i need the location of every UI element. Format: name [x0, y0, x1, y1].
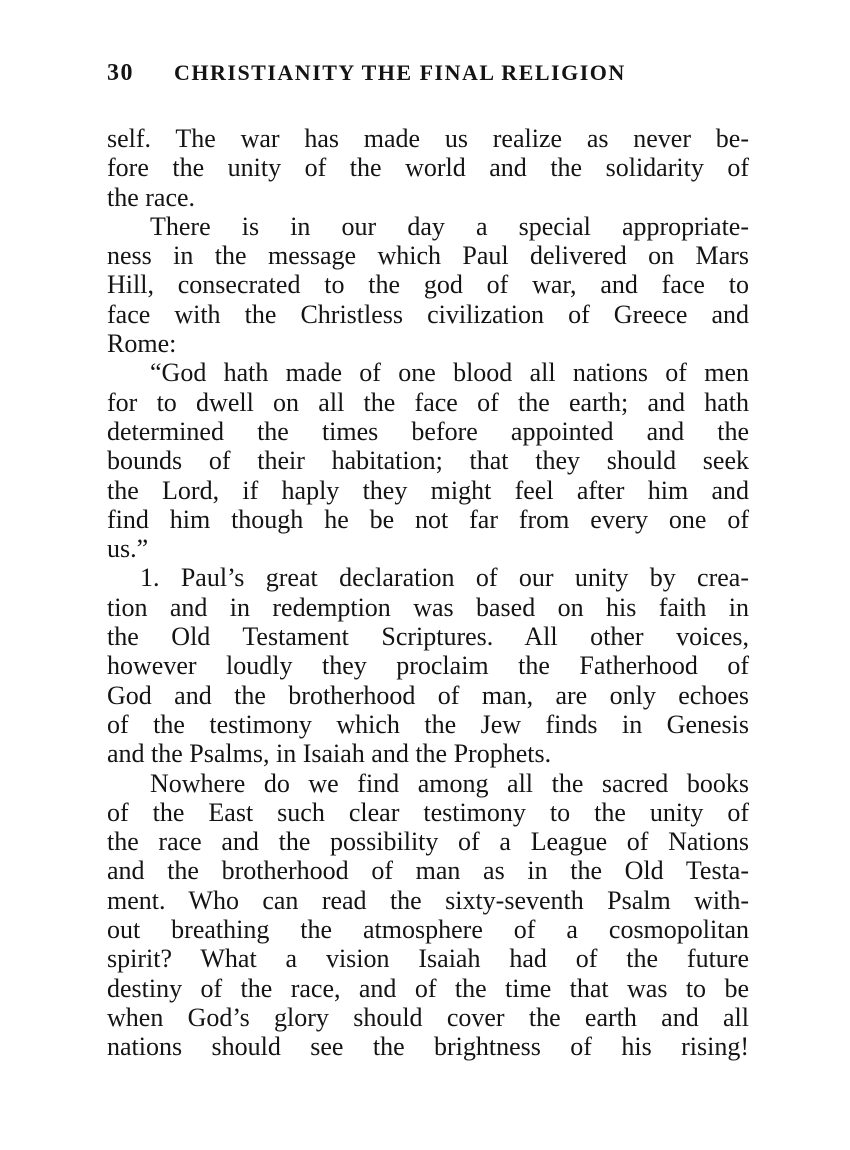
text-line: the race and the possibility of a League of Nations	[107, 827, 749, 857]
text-line: the race.	[107, 182, 196, 212]
text-line: Nowhere do we find among all the sacred books	[150, 768, 749, 798]
text-line: bounds of their habitation; that they should seek	[107, 446, 749, 476]
text-line: There is in our day a special appropriate-	[150, 211, 749, 241]
text-line: spirit? What a vision Isaiah had of the future	[107, 944, 749, 974]
text-line: out breathing the atmosphere of a cosmopolitan	[107, 915, 749, 945]
paragraph-numbered-1	[107, 563, 749, 768]
text-line: destiny of the race, and of the time that was to be	[107, 973, 749, 1003]
text-line: us.”	[107, 534, 149, 564]
body-text	[107, 124, 749, 1062]
text-line: for to dwell on all the face of the earth; and hath	[107, 387, 749, 417]
paragraph-2	[107, 212, 749, 358]
text-line: and the brotherhood of man as in the Old Testa-	[107, 856, 749, 886]
text-line: Hill, consecrated to the god of war, and face to	[107, 270, 749, 300]
text-line: determined the times before appointed and the	[107, 416, 749, 446]
text-line: face with the Christless civilization of Greece and	[107, 299, 749, 329]
text-line: and the Psalms, in Isaiah and the Prophets.	[107, 739, 552, 769]
text-line: 1. Paul’s great declaration of our unity by crea-	[140, 563, 749, 593]
text-line: “God hath made of one blood all nations of men	[150, 358, 749, 388]
text-line: of the testimony which the Jew finds in Genesis	[107, 709, 749, 739]
book-page	[107, 58, 749, 1062]
text-line: find him though he be not far from every one of	[107, 504, 749, 534]
paragraph-1	[107, 124, 749, 212]
scripture-quotation	[107, 358, 749, 563]
text-line: ment. Who can read the sixty-seventh Psalm with-	[107, 885, 749, 915]
text-line: tion and in redemption was based on his faith in	[107, 592, 749, 622]
text-line: however loudly they proclaim the Fatherhood of	[107, 651, 749, 681]
text-line: of the East such clear testimony to the unity of	[107, 797, 749, 827]
paragraph-5	[107, 769, 749, 1062]
text-line: the Lord, if haply they might feel after him and	[107, 475, 749, 505]
text-line: fore the unity of the world and the solidarity of	[107, 153, 749, 183]
page-number: 30	[107, 60, 134, 86]
text-line: when God’s glory should cover the earth and all	[107, 1002, 749, 1032]
text-line: Rome:	[107, 329, 177, 359]
text-line: ness in the message which Paul delivered on Mars	[107, 241, 749, 271]
text-line: self. The war has made us realize as never be-	[107, 124, 749, 153]
running-title: CHRISTIANITY THE FINAL RELIGION	[174, 60, 626, 85]
text-line: God and the brotherhood of man, are only echoes	[107, 680, 749, 710]
text-line: the Old Testament Scriptures. All other voices,	[107, 622, 749, 652]
running-head	[107, 58, 749, 94]
text-line: nations should see the brightness of his rising!	[107, 1032, 749, 1062]
